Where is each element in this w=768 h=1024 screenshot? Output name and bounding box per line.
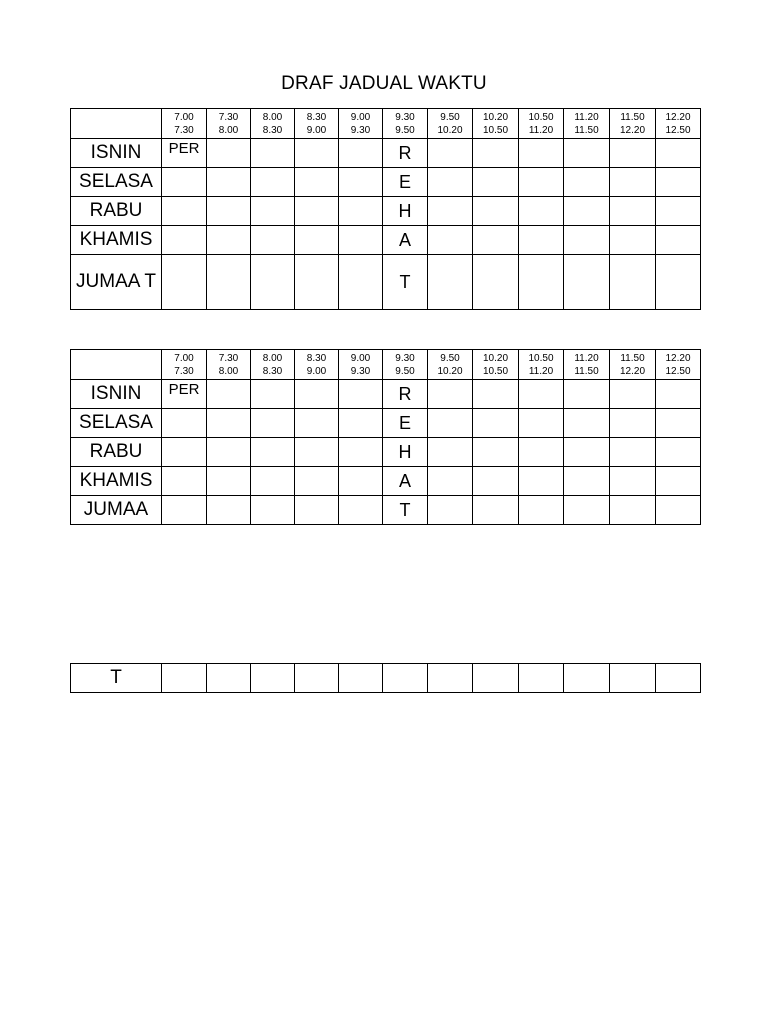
slot-cell [656,380,701,409]
break-letter: E [383,409,428,438]
slot-cell [428,496,473,525]
time-start: 7.30 [218,352,239,364]
slot-cell [428,380,473,409]
time-end: 12.20 [619,124,646,136]
slot-cell [564,438,610,467]
time-slot-header [251,109,295,139]
slot-cell [610,409,656,438]
page-title: DRAF JADUAL WAKTU [281,73,487,94]
time-end: 11.50 [574,365,599,377]
break-letter: A [383,467,428,496]
slot-cell [610,664,656,693]
time-start: 9.50 [440,111,460,123]
slot-cell [656,226,701,255]
day-row [71,197,701,226]
slot-cell [295,255,339,310]
time-start: 11.50 [620,111,645,123]
slot-cell [428,255,473,310]
slot-cell [428,168,473,197]
slot-cell [519,409,564,438]
slot-cell [656,197,701,226]
time-slot-header [295,350,339,380]
day-label: SELASA [71,409,162,438]
subject-cell: PER [162,380,207,409]
slot-cell [339,139,383,168]
slot-cell [473,226,519,255]
slot-cell [519,139,564,168]
time-slot-header [295,109,339,139]
time-end: 10.20 [437,124,463,136]
day-label: JUMAA T [71,255,162,310]
row-label: T [71,664,162,693]
day-label: ISNIN [71,380,162,409]
day-row [71,226,701,255]
slot-cell [295,664,339,693]
slot-cell [162,467,207,496]
time-end: 11.20 [528,124,554,136]
time-slot-header [339,350,383,380]
slot-cell [339,168,383,197]
time-end: 9.00 [306,124,327,136]
slot-cell [610,168,656,197]
slot-cell [251,139,295,168]
time-start: 7.00 [174,111,194,123]
time-start: 9.30 [395,352,415,364]
time-start: 11.20 [574,111,599,123]
slot-cell [207,139,251,168]
slot-cell [207,664,251,693]
slot-cell [428,197,473,226]
timetable-1 [70,108,701,310]
slot-cell [564,139,610,168]
time-end: 12.50 [665,365,691,377]
day-label: JUMAA [71,496,162,525]
time-slot-header [162,350,207,380]
time-end: 10.50 [482,365,509,377]
slot-cell [295,496,339,525]
time-slot-header [339,109,383,139]
header-row [71,350,701,380]
time-end: 9.50 [395,365,415,377]
time-slot-header [251,350,295,380]
slot-cell [519,438,564,467]
time-start: 11.50 [620,352,645,364]
time-start: 8.30 [306,352,327,364]
slot-cell [473,496,519,525]
day-row [71,255,701,310]
slot-cell [473,467,519,496]
slot-cell [428,438,473,467]
subject-cell: PER [162,139,207,168]
slot-cell [295,380,339,409]
slot-cell [295,139,339,168]
slot-cell [473,380,519,409]
break-letter: E [383,168,428,197]
time-end: 8.30 [262,365,283,377]
slot-cell [473,197,519,226]
time-slot-header [473,109,519,139]
slot-cell [162,664,207,693]
slot-cell [162,409,207,438]
slot-cell [162,438,207,467]
slot-cell [162,496,207,525]
slot-cell [473,409,519,438]
day-row [71,168,701,197]
day-label: ISNIN [71,139,162,168]
slot-cell [339,197,383,226]
time-slot-header [207,109,251,139]
slot-cell [564,380,610,409]
time-end: 9.30 [350,365,371,377]
time-end: 8.00 [218,124,239,136]
time-start: 8.00 [262,111,283,123]
slot-cell [519,664,564,693]
slot-cell [207,467,251,496]
slot-cell [162,226,207,255]
slot-cell [295,467,339,496]
day-row [71,438,701,467]
slot-cell [207,168,251,197]
slot-cell [519,197,564,226]
day-label: SELASA [71,168,162,197]
time-slot-header [428,350,473,380]
corner-cell [71,109,162,139]
slot-cell [339,467,383,496]
time-slot-header [656,109,701,139]
slot-cell [162,168,207,197]
slot-cell [207,496,251,525]
slot-cell [519,496,564,525]
slot-cell [251,226,295,255]
slot-cell [610,467,656,496]
slot-cell [207,438,251,467]
slot-cell [610,197,656,226]
time-slot-header [519,109,564,139]
day-row [71,139,701,168]
slot-cell [251,255,295,310]
break-letter: H [383,197,428,226]
slot-cell [251,438,295,467]
break-letter: T [383,496,428,525]
slot-cell [162,197,207,226]
time-start: 12.20 [665,352,691,364]
time-end: 12.50 [665,124,691,136]
slot-cell [473,168,519,197]
slot-cell [519,467,564,496]
time-end: 9.30 [350,124,371,136]
slot-cell [564,255,610,310]
slot-cell [251,409,295,438]
slot-cell [519,226,564,255]
time-end: 9.50 [395,124,415,136]
time-start: 12.20 [665,111,691,123]
slot-cell [610,226,656,255]
slot-cell [207,197,251,226]
time-start: 10.20 [482,352,509,364]
slot-cell [339,664,383,693]
timetable-3 [70,663,701,693]
slot-cell [251,380,295,409]
slot-cell [383,664,428,693]
time-start: 7.00 [174,352,194,364]
time-slot-header [383,350,428,380]
time-slot-header [428,109,473,139]
time-start: 9.00 [350,111,371,123]
time-end: 11.20 [528,365,554,377]
time-end: 10.20 [437,365,463,377]
day-row [71,496,701,525]
time-slot-header [519,350,564,380]
slot-cell [295,226,339,255]
slot-cell [473,438,519,467]
slot-cell [207,380,251,409]
slot-cell [656,139,701,168]
time-slot-header [473,350,519,380]
day-label: RABU [71,438,162,467]
break-letter: R [383,139,428,168]
slot-cell [610,255,656,310]
time-start: 9.00 [350,352,371,364]
slot-cell [564,168,610,197]
slot-cell [473,139,519,168]
slot-cell [610,496,656,525]
break-letter: A [383,226,428,255]
slot-cell [564,197,610,226]
slot-cell [295,168,339,197]
time-end: 12.20 [619,365,646,377]
slot-cell [162,255,207,310]
slot-cell [610,139,656,168]
header-row [71,109,701,139]
day-row [71,409,701,438]
slot-cell [339,226,383,255]
time-start: 8.00 [262,352,283,364]
time-slot-header [207,350,251,380]
time-start: 10.20 [482,111,509,123]
slot-cell [519,168,564,197]
time-slot-header [610,109,656,139]
time-end: 11.50 [574,124,599,136]
slot-cell [295,197,339,226]
slot-cell [251,168,295,197]
slot-cell [207,409,251,438]
time-start: 10.50 [528,352,554,364]
time-start: 7.30 [218,111,239,123]
slot-cell [656,255,701,310]
slot-cell [295,409,339,438]
slot-cell [428,226,473,255]
slot-cell [473,255,519,310]
slot-cell [251,197,295,226]
time-end: 8.00 [218,365,239,377]
time-end: 7.30 [174,124,194,136]
slot-cell [656,467,701,496]
day-label: KHAMIS [71,467,162,496]
break-letter: T [383,255,428,310]
slot-cell [428,409,473,438]
slot-cell [339,409,383,438]
slot-cell [251,496,295,525]
timetable-2 [70,349,701,525]
day-row [71,664,701,693]
break-letter: R [383,380,428,409]
slot-cell [207,255,251,310]
slot-cell [656,664,701,693]
slot-cell [339,496,383,525]
time-start: 11.20 [574,352,599,364]
day-label: KHAMIS [71,226,162,255]
slot-cell [207,226,251,255]
slot-cell [428,467,473,496]
time-slot-header [564,109,610,139]
time-slot-header [610,350,656,380]
slot-cell [428,664,473,693]
slot-cell [519,380,564,409]
slot-cell [564,409,610,438]
slot-cell [339,380,383,409]
time-start: 9.50 [440,352,460,364]
time-slot-header [383,109,428,139]
slot-cell [610,438,656,467]
slot-cell [564,467,610,496]
day-row [71,380,701,409]
day-row [71,467,701,496]
slot-cell [656,438,701,467]
time-start: 10.50 [528,111,554,123]
time-end: 8.30 [262,124,283,136]
slot-cell [295,438,339,467]
time-slot-header [564,350,610,380]
slot-cell [519,255,564,310]
time-end: 10.50 [482,124,509,136]
slot-cell [251,467,295,496]
corner-cell [71,350,162,380]
slot-cell [656,496,701,525]
time-slot-header [162,109,207,139]
time-slot-header [656,350,701,380]
slot-cell [564,496,610,525]
slot-cell [610,380,656,409]
slot-cell [339,255,383,310]
slot-cell [656,168,701,197]
slot-cell [656,409,701,438]
slot-cell [473,664,519,693]
slot-cell [428,139,473,168]
slot-cell [564,226,610,255]
time-end: 7.30 [174,365,194,377]
slot-cell [564,664,610,693]
time-start: 9.30 [395,111,415,123]
time-end: 9.00 [306,365,327,377]
time-start: 8.30 [306,111,327,123]
slot-cell [339,438,383,467]
slot-cell [251,664,295,693]
break-letter: H [383,438,428,467]
day-label: RABU [71,197,162,226]
